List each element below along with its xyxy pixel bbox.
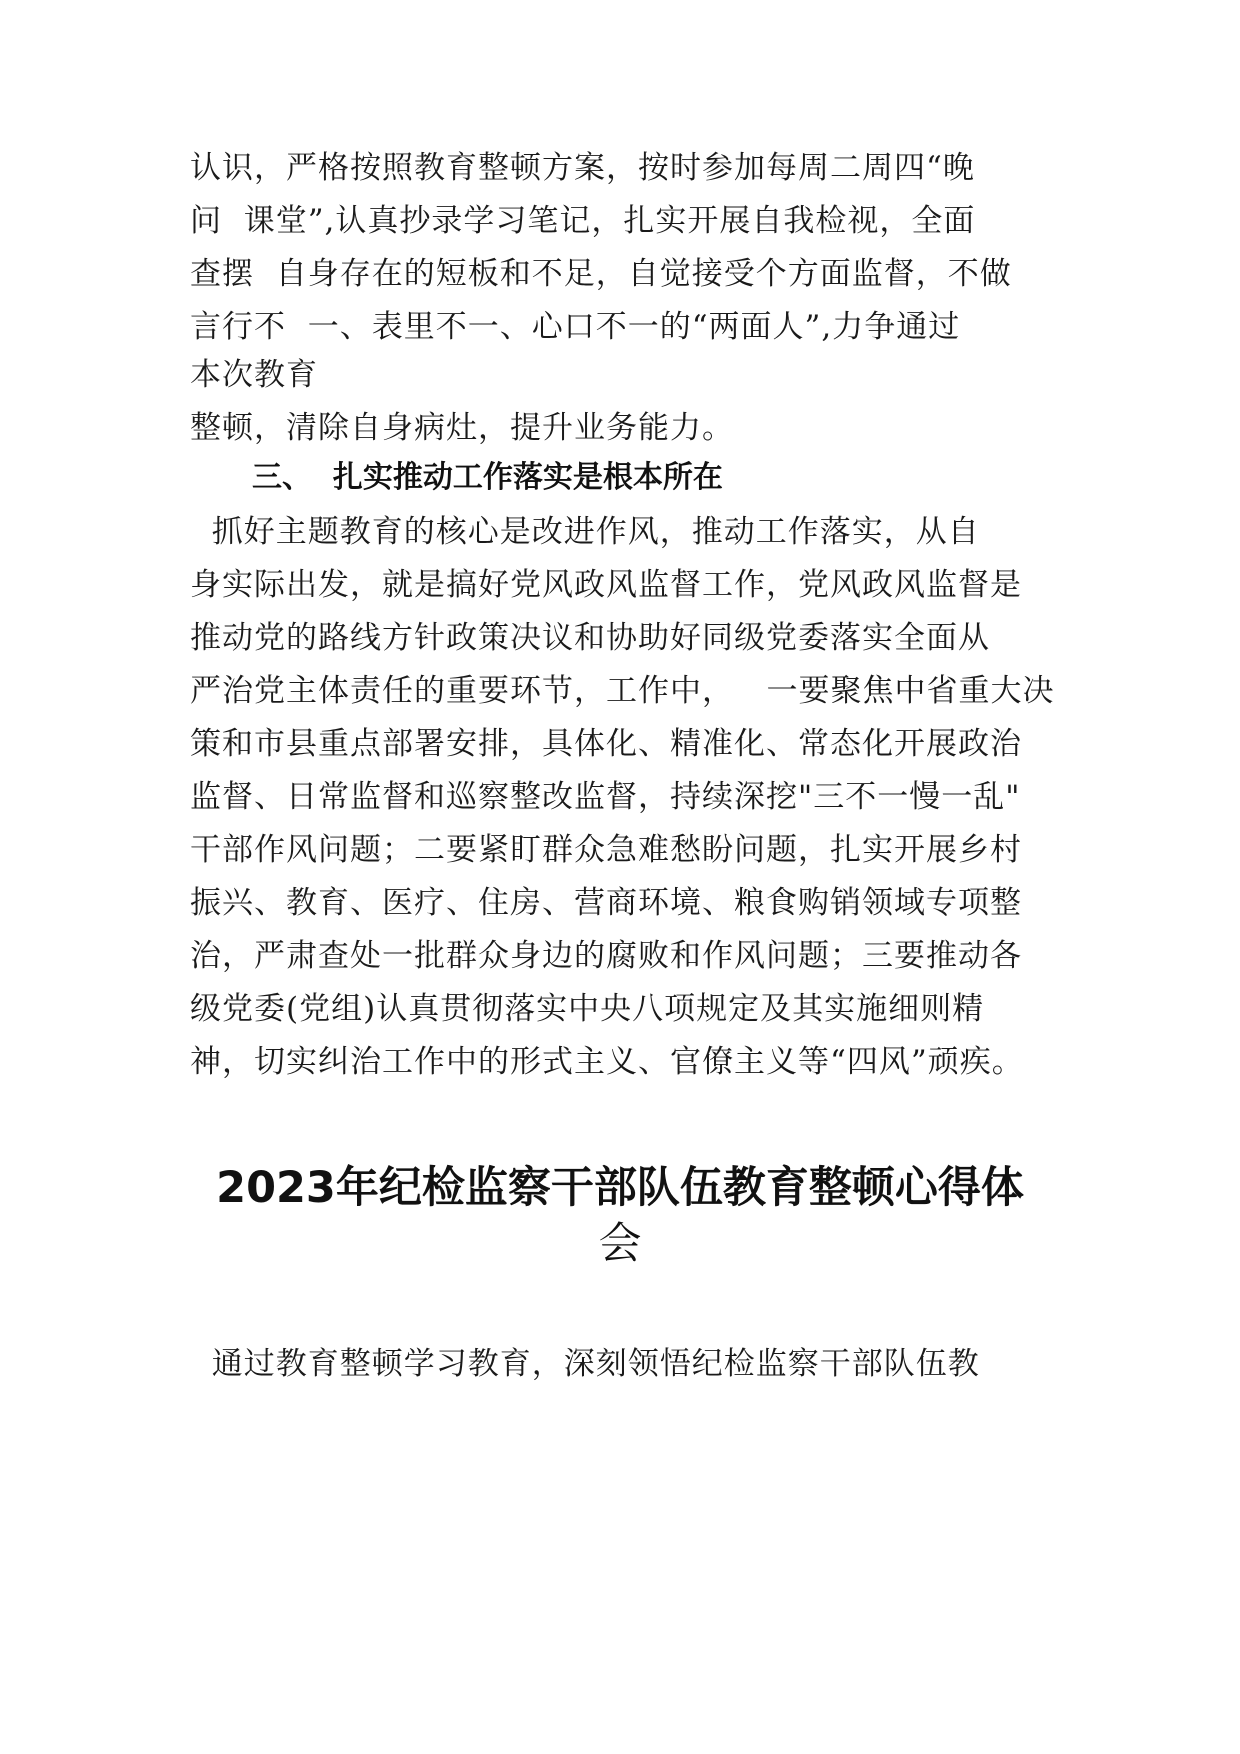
paragraph-line: 策和市县重点部署安排，具体化、精准化、常态化开展政治: [190, 726, 1022, 762]
paragraph-line: 监督、日常监督和巡察整改监督，持续深挖"三不一慢一乱": [190, 779, 1021, 815]
paragraph-line: 问 课堂”,认真抄录学习笔记，扎实开展自我检视，全面: [190, 203, 976, 239]
article-title-line-2: 会: [598, 1219, 642, 1269]
paragraph-line: 抓好主题教育的核心是改进作风，推动工作落实，从自: [190, 514, 980, 550]
paragraph-line: 通过教育整顿学习教育，深刻领悟纪检监察干部队伍教: [190, 1346, 980, 1382]
paragraph-line: 振兴、教育、医疗、住房、营商环境、粮食购销领域专项整: [190, 885, 1022, 921]
paragraph-line: 干部作风问题；二要紧盯群众急难愁盼问题，扎实开展乡村: [190, 832, 1022, 868]
paragraph-line: 认识，严格按照教育整顿方案，按时参加每周二周四“晚: [190, 150, 975, 186]
section-three-heading: 三、 扎实推动工作落实是根本所在: [252, 460, 723, 495]
article-title-line-1: 2023年纪检监察干部队伍教育整顿心得体: [216, 1163, 1024, 1213]
paragraph-line: 查摆 自身存在的短板和不足，自觉接受个方面监督，不做: [190, 256, 1012, 292]
paragraph-line: 本次教育: [190, 357, 318, 393]
paragraph-line: 严治党主体责任的重要环节，工作中， 一要聚焦中省重大决: [190, 673, 1055, 709]
paragraph-line: 身实际出发，就是搞好党风政风监督工作，党风政风监督是: [190, 567, 1022, 603]
paragraph-line: 言行不 一、表里不一、心口不一的“两面人”,力争通过: [190, 309, 961, 345]
paragraph-line: 级党委(党组)认真贯彻落实中央八项规定及其实施细则精: [190, 991, 985, 1027]
paragraph-line: 治，严肃查处一批群众身边的腐败和作风问题；三要推动各: [190, 938, 1022, 974]
paragraph-line: 神，切实纠治工作中的形式主义、官僚主义等“四风”顽疾。: [190, 1044, 1024, 1080]
paragraph-line: 推动党的路线方针政策决议和协助好同级党委落实全面从: [190, 620, 990, 656]
paragraph-line: 整顿，清除自身病灶，提升业务能力。: [190, 410, 734, 446]
